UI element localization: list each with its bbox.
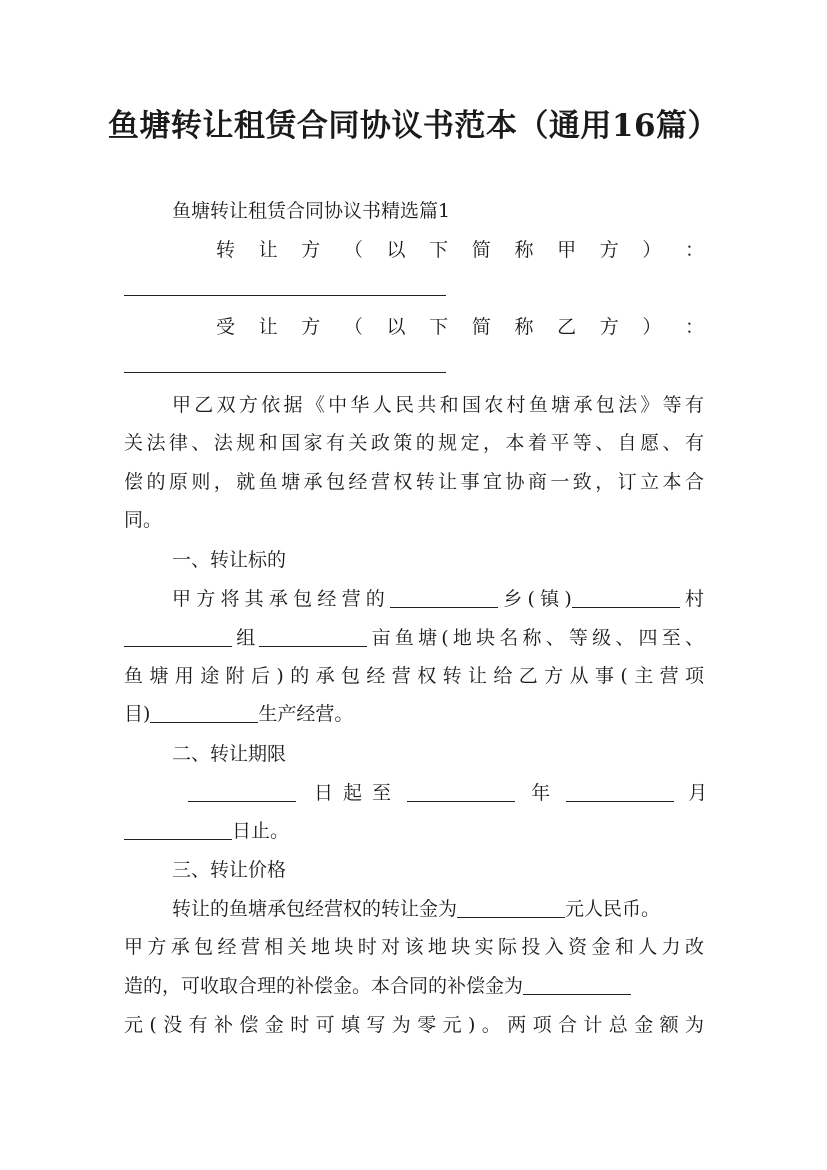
- preamble-line-2: 关法律、法规和国家有关政策的规定，本着平等、自愿、有: [124, 432, 704, 454]
- compensation-blank: [523, 974, 631, 995]
- village-blank: [572, 587, 680, 608]
- group-blank: [124, 626, 232, 647]
- clause-3-line-1: [172, 895, 704, 923]
- clause-2-heading: 二、转让期限: [172, 743, 287, 765]
- year-label: 年: [531, 782, 551, 804]
- party-b-blank: [124, 372, 446, 373]
- clause-3-line-4: 元(没有补偿金时可填写为零元)。两项合计总金额为: [124, 1014, 704, 1036]
- section-heading: 鱼塘转让租赁合同协议书精选篇1: [172, 200, 451, 222]
- month-label: 月: [688, 782, 708, 804]
- end-day-blank: [124, 819, 232, 840]
- area-blank: [259, 626, 367, 647]
- clause-2-line-2: [124, 817, 704, 845]
- clause-2-line-1: [188, 779, 708, 807]
- clause-3-text: 转让的鱼塘承包经营权的转让金为: [172, 898, 458, 920]
- clause-1-text: 甲方将其承包经营的: [172, 588, 391, 610]
- compensation-text: 造的，可收取合理的补偿金。本合同的补偿金为: [124, 975, 524, 997]
- start-label: 日起至: [314, 782, 402, 804]
- preamble-line-1: 甲乙双方依据《中华人民共和国农村鱼塘承包法》等有: [172, 394, 704, 416]
- clause-1-line-4: [124, 700, 704, 728]
- start-date-blank: [188, 781, 296, 802]
- end-label: 日止。: [232, 820, 290, 842]
- group-label: 组: [232, 627, 260, 649]
- clause-3-line-2: 甲方承包经营相关地块时对该地块实际投入资金和人力改: [124, 936, 704, 958]
- preamble-line-4: 同。: [124, 509, 163, 531]
- project-blank: [150, 702, 258, 723]
- project-label: 目): [124, 703, 151, 725]
- clause-3-line-3: [124, 972, 704, 1000]
- party-a-label: 转 让 方 （ 以 下 简 称 甲 方 ） ：: [216, 239, 704, 261]
- end-year-blank: [407, 781, 515, 802]
- preamble-line-3: 偿的原则，就鱼塘承包经营权转让事宜协商一致，订立本合: [124, 471, 704, 493]
- area-label: 亩鱼塘(地块名称、等级、四至、: [367, 627, 704, 649]
- currency-label: 元人民币。: [565, 898, 661, 920]
- party-a-blank: [124, 295, 446, 296]
- clause-1-line-3: 鱼塘用途附后)的承包经营权转让给乙方从事(主营项: [124, 665, 704, 687]
- township-blank: [390, 587, 498, 608]
- clause-1-heading: 一、转让标的: [172, 549, 287, 571]
- transfer-fee-blank: [457, 897, 565, 918]
- production-label: 生产经营。: [258, 703, 354, 725]
- document-title: 鱼塘转让租赁合同协议书范本（通用16篇）: [107, 108, 720, 144]
- village-label: 村: [679, 588, 704, 610]
- clause-1-line-1: [172, 585, 704, 613]
- end-month-blank: [566, 781, 674, 802]
- clause-3-heading: 三、转让价格: [172, 859, 287, 881]
- clause-1-line-2: [124, 624, 704, 652]
- party-b-label: 受 让 方 （ 以 下 简 称 乙 方 ） ：: [216, 316, 704, 338]
- township-label: 乡(镇): [498, 588, 572, 610]
